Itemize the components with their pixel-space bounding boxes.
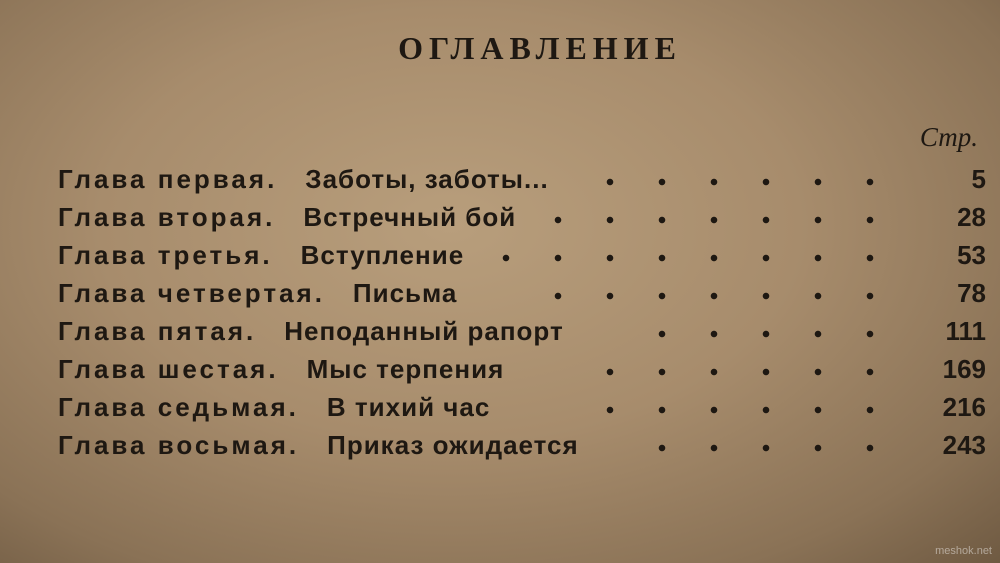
chapter-title: Вступление bbox=[300, 240, 465, 270]
page-number: 169 bbox=[942, 354, 986, 384]
chapter-number: Глава первая. bbox=[58, 164, 278, 194]
chapter-title: Заботы, заботы... bbox=[305, 164, 549, 194]
page-number: 111 bbox=[945, 316, 986, 346]
dot-leader bbox=[636, 312, 896, 350]
chapter-title: Встречный бой bbox=[303, 202, 517, 232]
chapter-number: Глава третья. bbox=[58, 240, 273, 270]
toc-title: ОГЛАВЛЕНИЕ bbox=[398, 30, 682, 66]
dot-leader bbox=[636, 426, 896, 464]
page-number: 78 bbox=[957, 278, 986, 308]
toc-list bbox=[58, 160, 986, 464]
chapter-number: Глава восьмая. bbox=[58, 430, 300, 460]
toc-entry bbox=[58, 160, 986, 198]
page-number: 216 bbox=[942, 392, 986, 422]
toc-entry-label bbox=[58, 198, 516, 236]
chapter-number: Глава пятая. bbox=[58, 316, 257, 346]
dot-leader bbox=[586, 388, 896, 426]
toc-entry-label bbox=[58, 350, 504, 388]
toc-entry-label bbox=[58, 426, 579, 464]
toc-entry-label bbox=[58, 312, 564, 350]
watermark: meshok.net bbox=[935, 545, 992, 557]
chapter-number: Глава седьмая. bbox=[58, 392, 299, 422]
chapter-title: Приказ ожидается bbox=[327, 430, 579, 460]
dot-leader bbox=[586, 160, 896, 198]
toc-entry-label bbox=[58, 388, 490, 426]
chapter-number: Глава вторая. bbox=[58, 202, 276, 232]
chapter-title: Неподанный рапорт bbox=[284, 316, 564, 346]
chapter-title: В тихий час bbox=[326, 392, 491, 422]
dot-leader bbox=[536, 198, 896, 236]
dot-leader bbox=[536, 274, 896, 312]
chapter-number: Глава шестая. bbox=[58, 354, 279, 384]
dot-leader bbox=[586, 350, 896, 388]
toc-entry bbox=[58, 426, 986, 464]
chapter-title: Письма bbox=[352, 278, 458, 308]
chapter-number: Глава четвертая. bbox=[58, 278, 325, 308]
page-number: 28 bbox=[957, 202, 986, 232]
toc-entry bbox=[58, 274, 986, 312]
page-number: 243 bbox=[942, 430, 986, 460]
page-number: 5 bbox=[971, 164, 986, 194]
toc-entry bbox=[58, 312, 986, 350]
toc-entry-label bbox=[58, 160, 549, 198]
chapter-title: Мыс терпения bbox=[306, 354, 505, 384]
dot-leader bbox=[486, 236, 896, 274]
page-number: 53 bbox=[957, 240, 986, 270]
toc-entry bbox=[58, 350, 986, 388]
page-column-label: Стр. bbox=[919, 122, 978, 152]
toc-entry bbox=[58, 236, 986, 274]
toc-entry bbox=[58, 198, 986, 236]
toc-entry-label bbox=[58, 274, 457, 312]
toc-entry bbox=[58, 388, 986, 426]
toc-entry-label bbox=[58, 236, 464, 274]
